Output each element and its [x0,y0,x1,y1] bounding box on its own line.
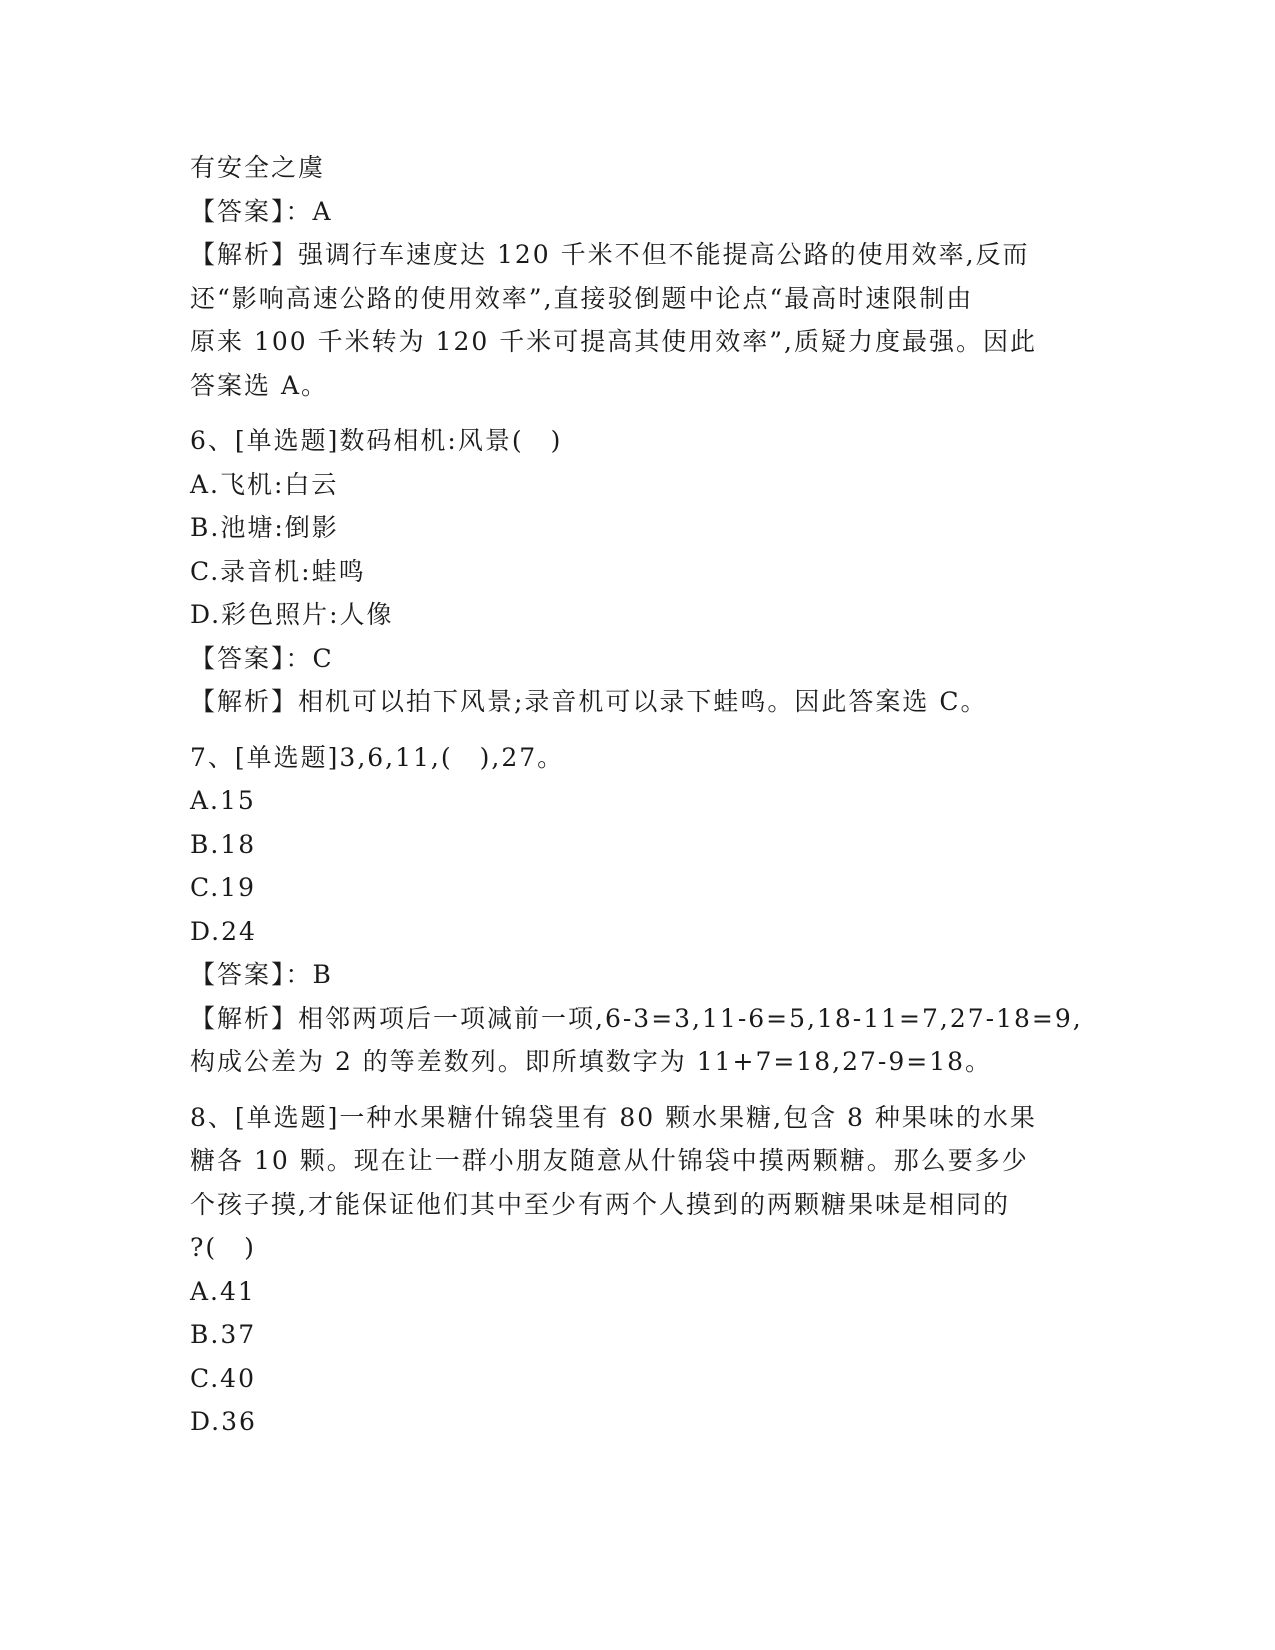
answer-line: 【答案】：B [190,960,333,989]
option-d: D.24 [190,916,257,946]
analysis-line: 还“影响高速公路的使用效率”,直接驳倒题中论点“最高时速限制由 [190,283,974,313]
analysis-line: 构成公差为 2 的等差数列。即所填数字为 11+7=18,27-9=18。 [190,1047,993,1076]
question-6 [190,419,1080,724]
question-stem: 个孩子摸,才能保证他们其中至少有两个人摸到的两颗糖果味是相同的 [190,1189,1010,1219]
option-a: A.15 [190,786,256,815]
option-c: C.19 [190,873,256,902]
option-b: B.18 [190,829,257,859]
option-continuation-text: 有安全之虞 [190,153,326,182]
answer-line: 【答案】：A [190,196,333,226]
option-a: A.41 [190,1276,256,1306]
option-c: C.40 [190,1363,256,1393]
question-stem: ?( ) [190,1233,256,1262]
analysis-line: 【解析】强调行车速度达 120 千米不但不能提高公路的使用效率,反而 [190,240,1030,269]
question-stem: 7、[单选题]3,6,11,( ),27。 [190,742,565,772]
analysis-line: 原来 100 千米转为 120 千米可提高其使用效率”,质疑力度最强。因此 [190,327,1037,356]
analysis-line: 【解析】相机可以拍下风景;录音机可以录下蛙鸣。因此答案选 C。 [190,687,988,716]
option-b: B.池塘:倒影 [190,513,339,542]
option-b: B.37 [190,1320,257,1349]
answer-line: 【答案】：C [190,643,334,673]
question-stem: 8、[单选题]一种水果糖什锦袋里有 80 颗水果糖,包含 8 种果味的水果 [190,1102,1037,1132]
question-7 [190,736,1083,1084]
question-stem: 糖各 10 颗。现在让一群小朋友随意从什锦袋中摸两颗糖。那么要多少 [190,1146,1029,1175]
option-d: D.彩色照片:人像 [190,600,394,629]
option-a: A.飞机:白云 [190,469,339,499]
option-d: D.36 [190,1407,257,1436]
question-stem: 6、[单选题]数码相机:风景( ) [190,426,563,455]
option-c: C.录音机:蛙鸣 [190,556,366,586]
question-5-continuation [190,146,1080,407]
analysis-line: 【解析】相邻两项后一项减前一项,6-3=3,11-6=5,18-11=7,27-18=9, [190,1003,1083,1033]
question-8 [190,1096,1080,1444]
document-page [190,146,1083,1456]
analysis-line: 答案选 A。 [190,370,329,400]
